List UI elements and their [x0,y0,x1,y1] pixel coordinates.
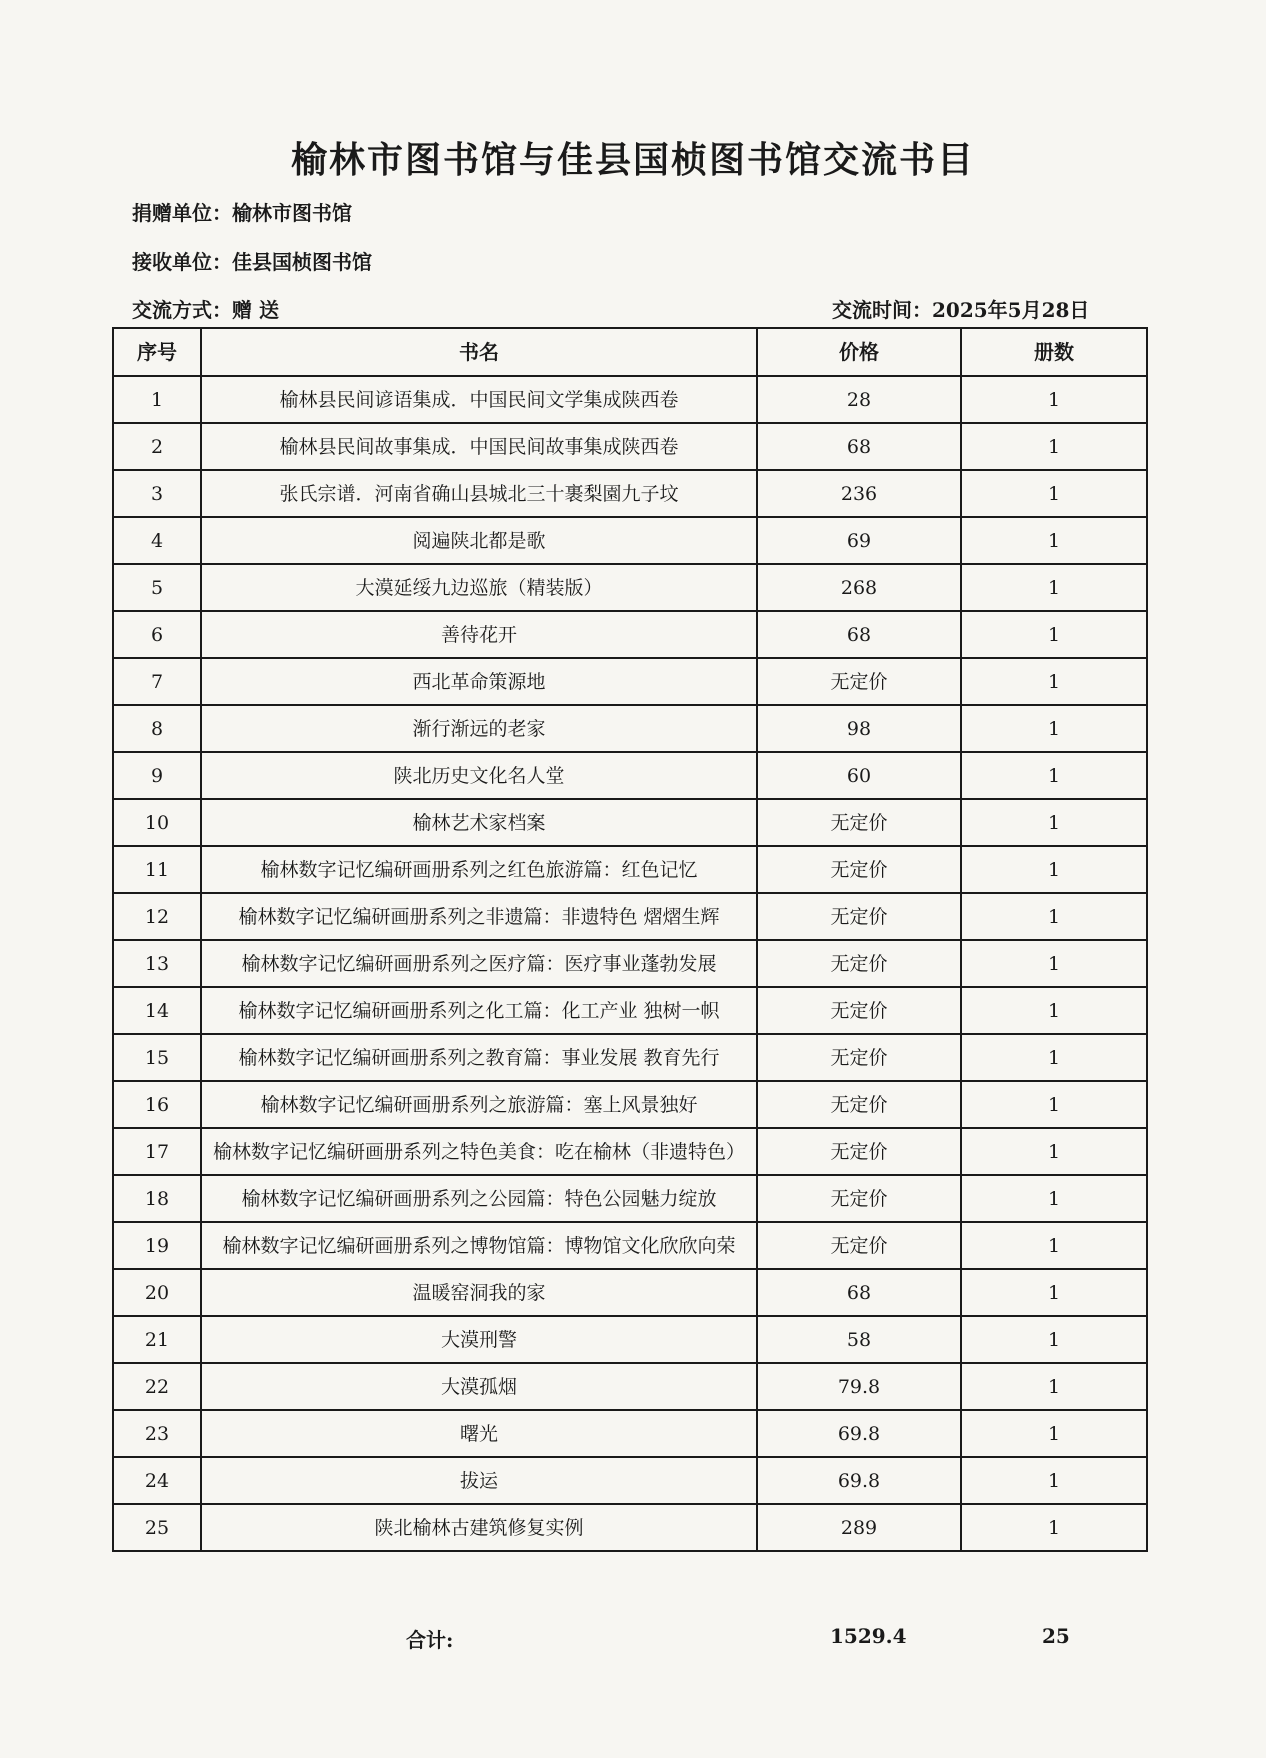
row-count: 1 [961,1316,1147,1363]
row-book-title: 榆林县民间故事集成．中国民间故事集成陕西卷 [201,423,757,470]
row-book-title: 曙光 [201,1410,757,1457]
table-row [113,1410,1147,1457]
donor-line [132,197,352,226]
row-count: 1 [961,1034,1147,1081]
row-book-title: 大漠孤烟 [201,1363,757,1410]
row-book-title: 榆林数字记忆编研画册系列之旅游篇：塞上风景独好 [201,1081,757,1128]
table-row [113,517,1147,564]
row-price: 68 [757,611,961,658]
total-label: 合计: [406,1628,454,1652]
date-label: 交流时间： [832,298,932,322]
row-count: 1 [961,564,1147,611]
row-count: 1 [961,1222,1147,1269]
row-count: 1 [961,940,1147,987]
row-book-title: 渐行渐远的老家 [201,705,757,752]
row-book-title: 榆林数字记忆编研画册系列之红色旅游篇：红色记忆 [201,846,757,893]
table-row [113,893,1147,940]
row-index: 12 [113,893,201,940]
row-count: 1 [961,1269,1147,1316]
book-list-table [112,327,1148,1552]
header-price: 价格 [757,328,961,376]
row-book-title: 陕北榆林古建筑修复实例 [201,1504,757,1551]
row-price: 58 [757,1316,961,1363]
table-row [113,423,1147,470]
header-title: 书名 [201,328,757,376]
date-value: 2025年5月28日 [932,298,1090,322]
row-count: 1 [961,846,1147,893]
table-row [113,940,1147,987]
table-row [113,987,1147,1034]
method-value: 赠 送 [232,298,279,322]
table-row [113,846,1147,893]
row-count: 1 [961,1363,1147,1410]
row-book-title: 温暖窑洞我的家 [201,1269,757,1316]
row-price: 98 [757,705,961,752]
table-row [113,658,1147,705]
table-row [113,799,1147,846]
donor-value: 榆林市图书馆 [232,201,352,225]
row-price: 无定价 [757,893,961,940]
row-price: 无定价 [757,1034,961,1081]
method-line [132,294,279,323]
row-price: 无定价 [757,658,961,705]
table-row [113,1175,1147,1222]
row-count: 1 [961,893,1147,940]
row-index: 19 [113,1222,201,1269]
row-count: 1 [961,1081,1147,1128]
page-title: 榆林市图书馆与佳县国桢图书馆交流书目 [290,139,975,181]
row-book-title: 拔运 [201,1457,757,1504]
row-index: 4 [113,517,201,564]
row-book-title: 陕北历史文化名人堂 [201,752,757,799]
row-count: 1 [961,1128,1147,1175]
total-count: 25 [1042,1624,1070,1648]
method-label: 交流方式： [132,298,232,322]
row-price: 289 [757,1504,961,1551]
row-count: 1 [961,987,1147,1034]
row-index: 14 [113,987,201,1034]
row-index: 3 [113,470,201,517]
table-row [113,1128,1147,1175]
row-price: 无定价 [757,846,961,893]
row-book-title: 大漠延绥九边巡旅（精装版） [201,564,757,611]
row-count: 1 [961,1504,1147,1551]
table-row [113,1034,1147,1081]
receiver-label: 接收单位： [132,250,232,274]
receiver-value: 佳县国桢图书馆 [232,250,372,274]
row-index: 2 [113,423,201,470]
row-price: 69.8 [757,1410,961,1457]
row-book-title: 榆林数字记忆编研画册系列之化工篇：化工产业 独树一帜 [201,987,757,1034]
row-index: 24 [113,1457,201,1504]
row-count: 1 [961,1410,1147,1457]
row-count: 1 [961,611,1147,658]
row-count: 1 [961,1175,1147,1222]
donor-label: 捐赠单位： [132,201,232,225]
row-book-title: 大漠刑警 [201,1316,757,1363]
row-price: 无定价 [757,1128,961,1175]
row-price: 无定价 [757,1175,961,1222]
row-price: 79.8 [757,1363,961,1410]
table-row [113,1316,1147,1363]
total-price: 1529.4 [830,1624,907,1648]
row-index: 15 [113,1034,201,1081]
table-row [113,1222,1147,1269]
row-price: 268 [757,564,961,611]
row-count: 1 [961,423,1147,470]
row-price: 68 [757,1269,961,1316]
table-row [113,705,1147,752]
row-book-title: 榆林数字记忆编研画册系列之特色美食：吃在榆林（非遗特色） [201,1128,757,1175]
row-price: 60 [757,752,961,799]
row-price: 68 [757,423,961,470]
row-book-title: 西北革命策源地 [201,658,757,705]
row-count: 1 [961,658,1147,705]
row-index: 7 [113,658,201,705]
header-index: 序号 [113,328,201,376]
row-count: 1 [961,752,1147,799]
row-price: 69 [757,517,961,564]
row-book-title: 榆林数字记忆编研画册系列之非遗篇：非遗特色 熠熠生辉 [201,893,757,940]
row-price: 28 [757,376,961,423]
row-index: 5 [113,564,201,611]
row-count: 1 [961,470,1147,517]
row-index: 18 [113,1175,201,1222]
row-price: 无定价 [757,1222,961,1269]
row-index: 25 [113,1504,201,1551]
row-index: 16 [113,1081,201,1128]
row-book-title: 榆林数字记忆编研画册系列之教育篇：事业发展 教育先行 [201,1034,757,1081]
row-price: 无定价 [757,987,961,1034]
row-count: 1 [961,705,1147,752]
row-index: 13 [113,940,201,987]
row-book-title: 榆林艺术家档案 [201,799,757,846]
row-index: 10 [113,799,201,846]
row-index: 17 [113,1128,201,1175]
row-count: 1 [961,517,1147,564]
header-count: 册数 [961,328,1147,376]
row-book-title: 榆林数字记忆编研画册系列之博物馆篇：博物馆文化欣欣向荣 [201,1222,757,1269]
row-price: 236 [757,470,961,517]
row-book-title: 张氏宗谱．河南省确山县城北三十裹梨園九子坟 [201,470,757,517]
date-line [832,294,1089,323]
row-index: 21 [113,1316,201,1363]
row-count: 1 [961,1457,1147,1504]
row-index: 11 [113,846,201,893]
row-index: 6 [113,611,201,658]
table-row [113,611,1147,658]
row-index: 20 [113,1269,201,1316]
row-index: 22 [113,1363,201,1410]
row-price: 无定价 [757,799,961,846]
table-row [113,470,1147,517]
row-index: 23 [113,1410,201,1457]
table-row [113,752,1147,799]
table-header-row [113,328,1147,376]
row-index: 9 [113,752,201,799]
row-count: 1 [961,799,1147,846]
table-row [113,564,1147,611]
row-index: 1 [113,376,201,423]
row-book-title: 榆林数字记忆编研画册系列之医疗篇：医疗事业蓬勃发展 [201,940,757,987]
row-book-title: 阅遍陕北都是歌 [201,517,757,564]
table-row [113,1504,1147,1551]
table-row [113,1363,1147,1410]
row-book-title: 榆林数字记忆编研画册系列之公园篇：特色公园魅力绽放 [201,1175,757,1222]
row-price: 无定价 [757,940,961,987]
row-price: 无定价 [757,1081,961,1128]
row-count: 1 [961,376,1147,423]
table-row [113,1457,1147,1504]
table-row [113,1081,1147,1128]
table-row [113,376,1147,423]
row-index: 8 [113,705,201,752]
row-book-title: 榆林县民间谚语集成．中国民间文学集成陕西卷 [201,376,757,423]
row-price: 69.8 [757,1457,961,1504]
receiver-line [132,246,372,275]
table-row [113,1269,1147,1316]
row-book-title: 善待花开 [201,611,757,658]
